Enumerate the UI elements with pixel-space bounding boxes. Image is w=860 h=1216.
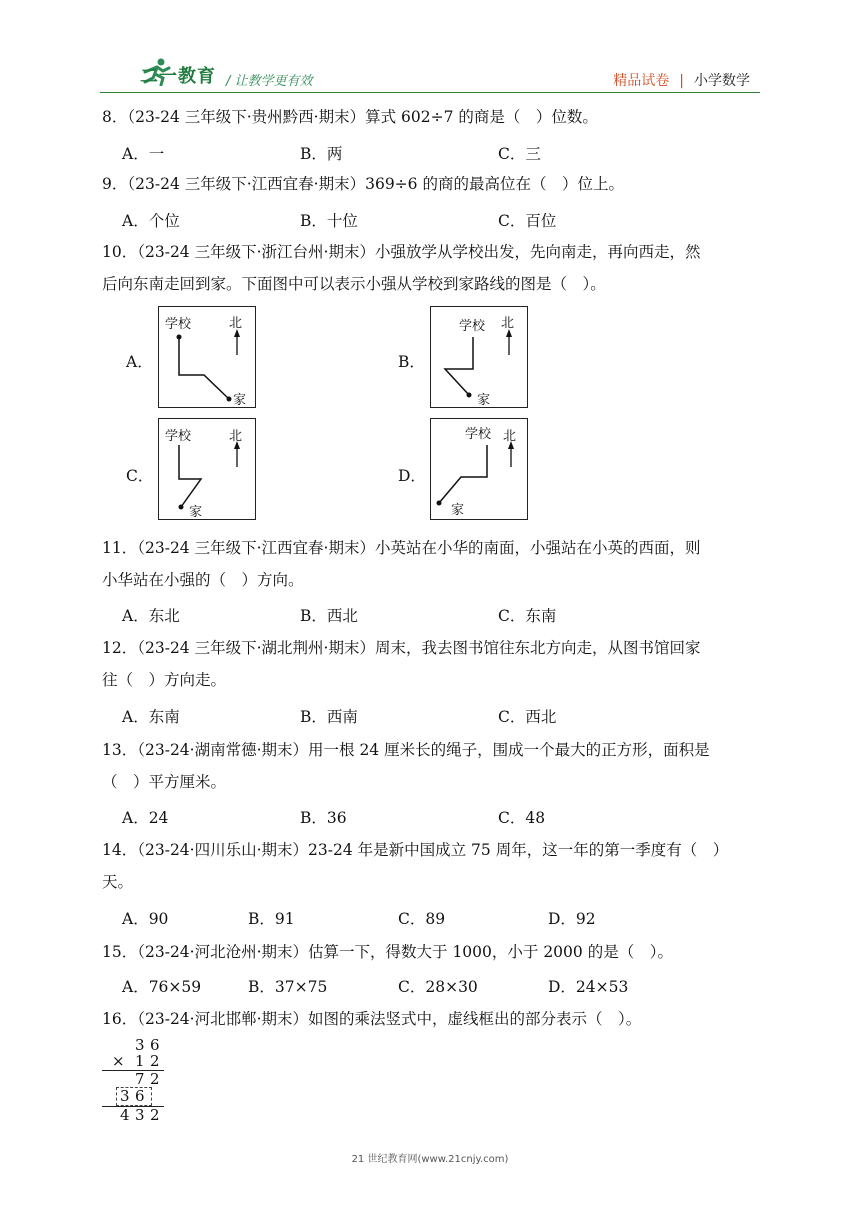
- calc-digit: 3: [120, 1087, 130, 1105]
- option-c[interactable]: C．西北: [498, 708, 557, 726]
- question-number: 14．: [102, 841, 138, 859]
- home-label: 家: [477, 393, 491, 408]
- times-sign: ×: [112, 1052, 125, 1070]
- question-11: [102, 532, 762, 596]
- question-text-continued: 天。: [102, 873, 134, 891]
- question-number: 9．: [102, 175, 128, 193]
- school-label: 学校: [165, 317, 192, 332]
- question-9: [102, 168, 762, 200]
- question-text: （23-24·河北邯郸·期末）如图的乘法竖式中，虚线框出的部分表示（ ）。: [137, 1010, 642, 1028]
- figure-a[interactable]: [158, 306, 256, 408]
- option-c[interactable]: C．东南: [498, 607, 557, 625]
- figure-c[interactable]: [158, 418, 256, 520]
- question-number: 8．: [102, 108, 128, 126]
- question-number: 13．: [102, 741, 138, 759]
- north-label: 北: [229, 316, 243, 331]
- option-b[interactable]: B．两: [300, 145, 343, 163]
- header-divider: [100, 92, 760, 93]
- north-label: 北: [503, 429, 517, 444]
- calc-digit: 2: [150, 1052, 160, 1070]
- option-b[interactable]: B．91: [248, 910, 295, 928]
- school-label: 学校: [165, 429, 192, 444]
- option-a[interactable]: A．90: [122, 910, 169, 928]
- figure-d[interactable]: [430, 418, 528, 520]
- option-a[interactable]: A．一: [122, 145, 165, 163]
- school-label: 学校: [459, 319, 486, 334]
- question-number: 12．: [102, 639, 138, 657]
- calc-digit: 4: [120, 1106, 130, 1124]
- option-a[interactable]: A．东北: [122, 607, 180, 625]
- question-13: [102, 734, 762, 798]
- figure-a-label[interactable]: A．: [126, 353, 153, 371]
- option-a[interactable]: A．76×59: [122, 978, 202, 996]
- question-text: （23-24 三年级下·贵州黔西·期末）算式 602÷7 的商是（ ）位数。: [127, 108, 598, 126]
- calc-digit: 6: [135, 1087, 145, 1105]
- calc-digit: 1: [135, 1052, 145, 1070]
- question-text: （23-24 三年级下·江西宜春·期末）小英站在小华的南面，小强站在小英的西面，则: [137, 539, 701, 557]
- question-text-continued: 后向东南走回到家。下面图中可以表示小强从学校到家路线的图是（ ）。: [102, 275, 606, 293]
- home-label: 家: [189, 505, 203, 520]
- question-15: [102, 936, 762, 968]
- question-number: 10．: [102, 243, 138, 261]
- figure-c-label[interactable]: C．: [126, 467, 154, 485]
- figure-b-label[interactable]: B．: [398, 353, 425, 371]
- option-c[interactable]: C．48: [498, 809, 546, 827]
- brand-name: 二一教育: [140, 66, 216, 87]
- question-text: （23-24 三年级下·江西宜春·期末）369÷6 的商的最高位在（ ）位上。: [127, 175, 624, 193]
- calc-digit: 7: [135, 1070, 145, 1088]
- option-c[interactable]: C．89: [398, 910, 446, 928]
- question-12: [102, 632, 762, 696]
- north-label: 北: [501, 316, 515, 331]
- question-number: 15．: [102, 943, 138, 961]
- option-c[interactable]: C．28×30: [398, 978, 478, 996]
- question-number: 11．: [102, 539, 138, 557]
- home-label: 家: [451, 503, 465, 518]
- option-d[interactable]: D．92: [548, 910, 596, 928]
- page-header: [0, 0, 860, 100]
- school-label: 学校: [465, 427, 492, 442]
- question-text: （23-24 三年级下·浙江台州·期末）小强放学从学校出发，先向南走，再向西走，然: [137, 243, 701, 261]
- option-b[interactable]: B．西南: [300, 708, 358, 726]
- header-tags: [613, 70, 750, 90]
- option-b[interactable]: B．36: [300, 809, 347, 827]
- question-number: 16．: [102, 1010, 138, 1028]
- question-text-continued: （ ）平方厘米。: [102, 773, 227, 791]
- question-text-continued: 小华站在小强的（ ）方向。: [102, 571, 304, 589]
- slogan: / 让教学更有效: [226, 74, 313, 89]
- option-b[interactable]: B．西北: [300, 607, 358, 625]
- north-label: 北: [229, 429, 243, 444]
- option-a[interactable]: A．东南: [122, 708, 180, 726]
- question-text: （23-24·河北沧州·期末）估算一下，得数大于 1000，小于 2000 的是（ ）。: [137, 943, 673, 961]
- option-b[interactable]: B．37×75: [248, 978, 328, 996]
- question-text: （23-24·湖南常德·期末）用一根 24 厘米长的绳子，围成一个最大的正方形，面积是: [137, 741, 710, 759]
- home-label: 家: [233, 393, 247, 408]
- option-b[interactable]: B．十位: [300, 212, 358, 230]
- tag-premium: 精品试卷: [613, 73, 670, 89]
- calc-digit: 3: [135, 1106, 145, 1124]
- multiplication-vertical-form: [100, 1036, 180, 1126]
- tag-subject: 小学数学: [694, 73, 750, 89]
- calc-digit: 2: [150, 1070, 160, 1088]
- calc-digit: 6: [150, 1036, 160, 1054]
- question-text: （23-24 三年级下·湖北荆州·期末）周末，我去图书馆往东北方向走，从图书馆回家: [137, 639, 701, 657]
- calc-digit: 2: [150, 1106, 160, 1124]
- option-a[interactable]: A．24: [122, 809, 169, 827]
- question-10: [102, 236, 762, 300]
- option-c[interactable]: C．三: [498, 145, 541, 163]
- option-c[interactable]: C．百位: [498, 212, 557, 230]
- question-16: [102, 1003, 762, 1035]
- figure-b[interactable]: [430, 306, 528, 408]
- calc-digit: 3: [135, 1036, 145, 1054]
- option-a[interactable]: A．个位: [122, 212, 180, 230]
- tag-separator: |: [679, 73, 684, 89]
- question-14: [102, 834, 762, 898]
- question-text-continued: 往（ ）方向走。: [102, 671, 227, 689]
- question-text: （23-24·四川乐山·期末）23-24 年是新中国成立 75 周年，这一年的第一季度有（ ）: [137, 841, 729, 859]
- figure-d-label[interactable]: D．: [398, 467, 426, 485]
- option-d[interactable]: D．24×53: [548, 978, 629, 996]
- question-8: [102, 101, 762, 133]
- page-footer: 21 世纪教育网(www.21cnjy.com): [351, 1154, 509, 1165]
